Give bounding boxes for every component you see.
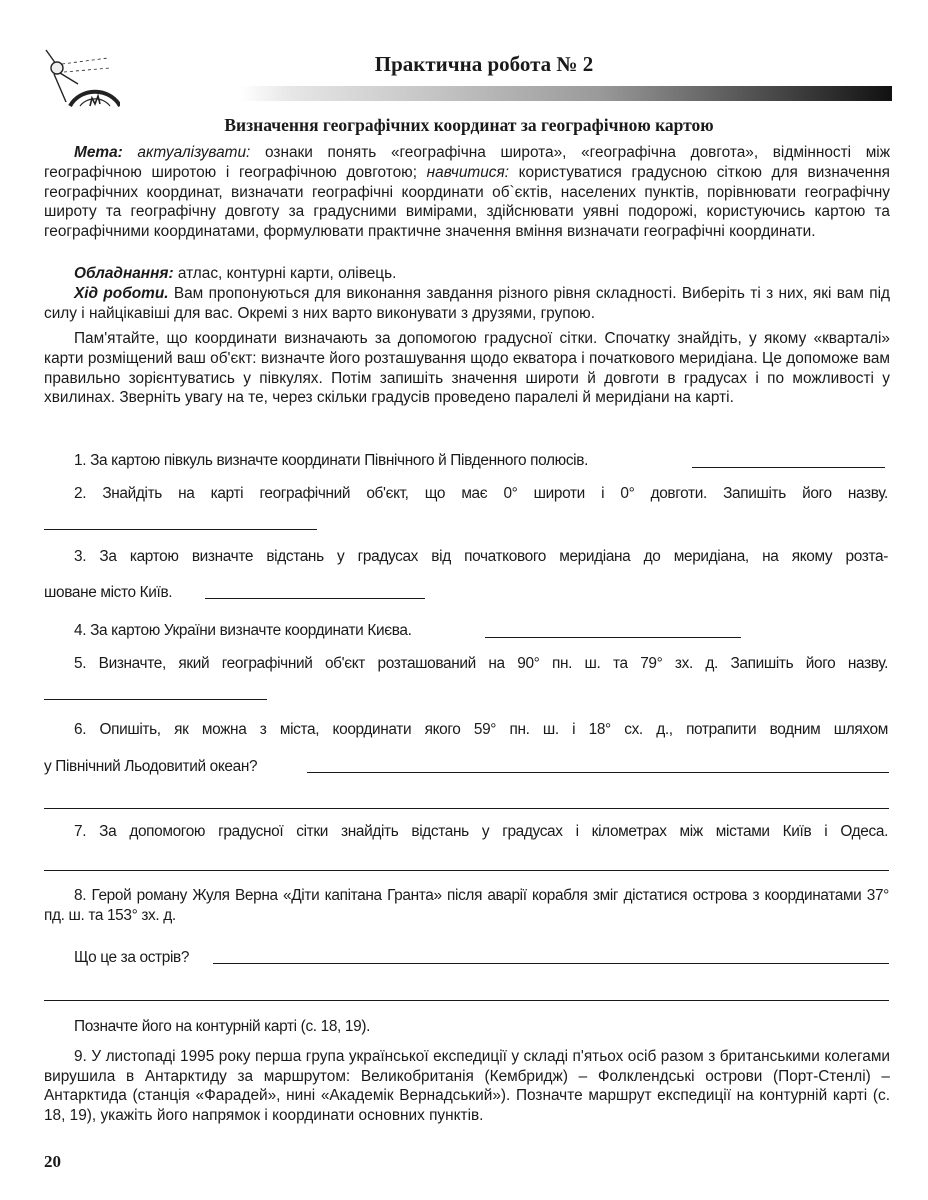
goal-paragraph [44,143,890,242]
task-4-answer-line[interactable] [485,637,741,638]
task-8-answer-line-1[interactable] [213,963,889,964]
page-number: 20 [44,1152,61,1171]
task-5-text: 5. Визначте, який географічний об'єкт розташований на 90° пн. ш. та 79° зх. д. Запишіть його назву. [74,655,888,672]
title-gradient-bar [240,86,892,101]
task-6-text-line-1: 6. Опишіть, як можна з міста, координати якого 59° пн. ш. і 18° сх. д., потрапити водним шляхом [74,721,888,738]
procedure-text: Вам пропонуються для виконання завдання різного рівня складності. Виберіть ті з них, які вам під силу і найцікавіші для вас. Окремі з них варто виконувати з друзями, групою. [44,285,890,322]
task-8-note: Позначте його на контурній карті (с. 18, 19). [74,1018,371,1035]
task-8-text: 8. Герой роману Жуля Верна «Діти капітана Гранта» після аварії корабля зміг дістатися острова з координатами 37° пд. ш. та 153° зх. д. [44,887,889,924]
equipment-paragraph [44,264,890,284]
task-5-answer-line[interactable] [44,699,267,700]
task-8-answer-line-2[interactable] [44,1000,889,1001]
task-7-answer-line[interactable] [44,870,889,871]
task-1-answer-line[interactable] [692,467,885,468]
reminder-paragraph: Пам'ятайте, що координати визначають за допомогою градусної сітки. Спочатку знайдіть, у якому «кварталі» карти розміщений ваш об'єкт: визначте його розташування щодо екватора і початкового меридіана. Це допоможе вам правильно зорієнтуватись у півкулях. Потім запишіть значення широти й довготи в градусах і по можливості у хвилинах. Зверніть увагу на те, через скільки градусів проведено паралелі й меридіани на карті. [44,330,890,407]
task-6-answer-line-2[interactable] [44,808,889,809]
task-9-text: 9. У листопаді 1995 року перша група української експедиції у складі п'ятьох осіб разом з британськими колегами вирушила в Антарктиду за маршрутом: Великобританія (Кембридж) – Фолклендські острови (Порт-Стенлі) – Антарктида (станція «Фарадей», нині «Академік Вернадський»). Позначте маршрут експедиції на контурній карті (с. 18, 19), укажіть його напрямок і координати основних пунктів. [44,1048,891,1124]
task-7-text: 7. За допомогою градусної сітки знайдіть відстань у градусах і кілометрах між містами Київ і Одеса. [74,823,888,840]
goal-verb-actualize: актуалізувати: [137,144,251,161]
goal-verb-learn: навчитися: [426,163,509,181]
task-8-question: Що це за острів? [74,949,190,966]
task-3-answer-line[interactable] [205,598,425,599]
goal-text-2: користуватися градусною сіткою для визначення географічних координат, визначати географічні координати об`єктів, населених пунктів, порівнювати географічну широту та географічну довготу за градусними вимірами, здійснювати уявні подорожі, користуючись картою та географічними координатами, формулювати практичне значення вміння визначати географічні координати. [44,163,890,241]
page-title: Практична робота № 2 [374,52,594,76]
task-6-answer-line-1[interactable] [307,772,889,773]
goal-label: Мета: [74,144,123,161]
task-2-text: 2. Знайдіть на карті географічний об'єкт, що має 0° широти і 0° довготи. Запишіть його назву. [74,485,888,502]
equipment-text: атлас, контурні карти, олівець. [173,265,397,282]
task-3-text-line-2: шоване місто Київ. [44,584,173,601]
task-2-answer-line[interactable] [44,529,317,530]
task-1-text: 1. За картою півкуль визначте координати Північного й Південного полюсів. [74,452,588,469]
procedure-paragraph [44,284,890,324]
page-subtitle: Визначення географічних координат за географічною картою [224,115,714,135]
task-6-text-line-2: у Північний Льодовитий океан? [44,758,258,775]
task-3-text-line-1: 3. За картою визначте відстань у градусах від початкового меридіана до меридіана, на якому розта- [74,548,888,565]
procedure-label: Хід роботи. [74,285,169,302]
goal-text-1: ознаки понять «географічна широта», «географічна довгота», відмінності між географічною широтою і географічною довготою; [44,144,891,181]
task-4-text: 4. За картою України визначте координати Києва. [74,622,412,639]
equipment-label: Обладнання: [74,265,174,282]
